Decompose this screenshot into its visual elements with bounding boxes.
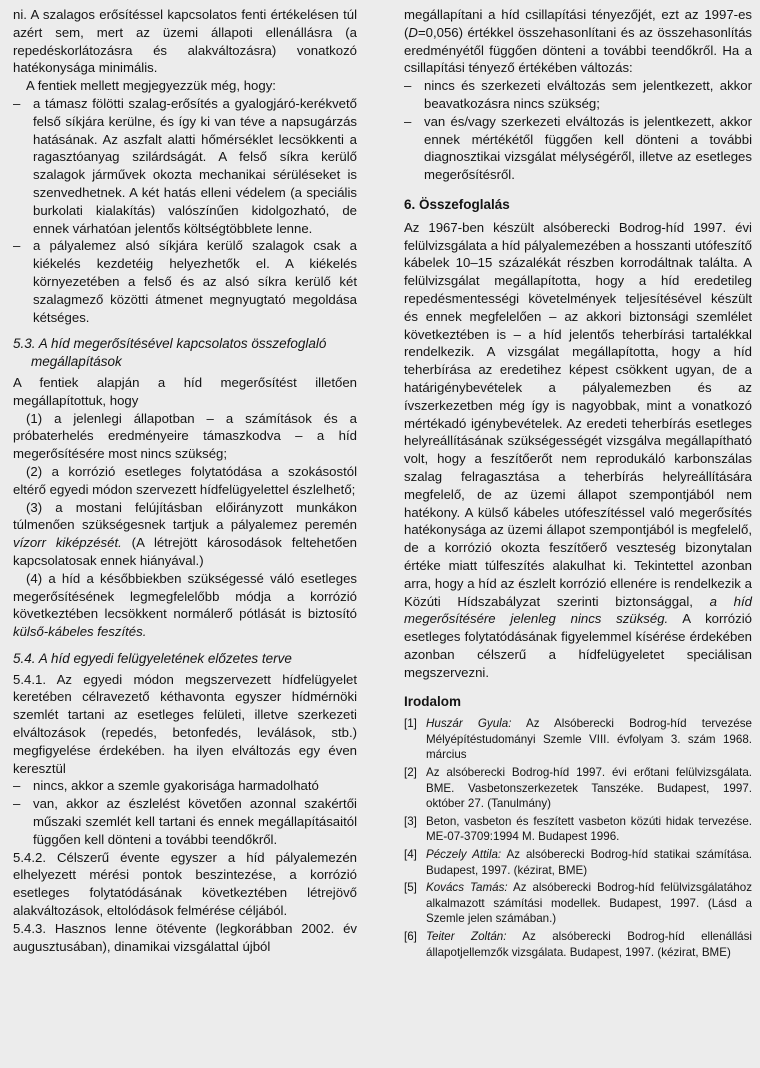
paragraph: 5.4.1. Az egyedi módon megszervezett hídfelügyelet keretében célravezető kéthavonta egyszer hídmérnöki szemlét tartani az esetleges felületi, illetve szerkezeti elváltozások (repedés, betonfedés, leválások, stb.) megfigyelése érdekében. ha ilyen elváltozás egy éven keresztül bbox=[13, 671, 357, 776]
paragraph: megállapítani a híd csillapítási tényezőjét, ezt az 1997-es (D=0,056) értékkel összehasonlítani és az összehasonlítás eredményétől függően dönteni a további teendőkről. Ha a csillapítási tényező értékében változás: bbox=[404, 7, 752, 76]
list-item: – van, akkor az észlelést követően azonnal szakértői műszaki szemlét kell tartani és ennek megállapításaitól függően kell dönteni a további teendőkről. bbox=[13, 796, 357, 847]
paragraph: 5.4.2. Célszerű évente egyszer a híd pályalemezén elhelyezett mérési pontok beszintezése, a korrózió esetleges folytatódásának következtében létrejövő alakváltozások, eltolódások felmérése céljából. bbox=[13, 849, 357, 919]
numbered-item: (2) a korrózió esetleges folytatódása a szokásostól eltérő egyedi módon szervezett hídfelügyelettel észlelhető; bbox=[13, 463, 357, 497]
paragraph: ni. A szalagos erősítéssel kapcsolatos fenti értékelésen túl azért sem, mert az üzemi állapoti ellenállásra (a repedéskorlátozásra és alakváltozásra) vonatkozó hatékonysága minimális. bbox=[13, 7, 357, 76]
list-item: – nincs és szerkezeti elváltozás sem jelentkezett, akkor beavatkozásra nincs szükség; bbox=[404, 78, 752, 111]
reference-item: [4] Péczely Attila: Az alsóberecki Bodrog-híd statikai számítása. Budapest, 1997. (kézirat, BME) bbox=[404, 848, 753, 877]
paragraph: A fentiek mellett megjegyezzük még, hogy: bbox=[26, 78, 276, 94]
numbered-item: (4) a híd a későbbiekben szükségessé váló esetleges megerősítésének legmegfelelőbb módja a korrózió következtében lecsökkent normálerő pótlását is biztosító külső-kábeles feszítés. bbox=[13, 570, 357, 640]
section-heading-6: 6. Összefoglalás bbox=[404, 196, 510, 212]
right-column bbox=[404, 6, 752, 962]
numbered-item: (1) a jelenlegi állapotban – a számítások és a próbaterhelés eredményeire támaszkodva – a híd megerősítésére most nincs szükség; bbox=[13, 410, 357, 462]
paragraph: 5.4.3. Hasznos lenne ötévente (legkorábban 2002. év augusztusában), dinamikai vizsgálattal újból bbox=[13, 920, 357, 954]
reference-item: [2] Az alsóberecki Bodrog-híd 1997. évi erőtani felülvizsgálata. BME. Vasbetonszerkezetek Tanszéke. Budapest, 1997. október 27. (Tanulmány) bbox=[404, 766, 752, 811]
left-column bbox=[13, 6, 357, 955]
reference-item: [6] Teiter Zoltán: Az alsóberecki Bodrog-híd ellenállási állapotjellemzők vizsgálata. Budapest, 1997. (kézirat, BME) bbox=[404, 930, 752, 959]
list-item: – a támasz fölötti szalag-erősítés a gyalogjáró-kerékvető felső síkjára kerülne, és így ki van téve a napsugárzás hatásának. Az aszfalt alatti hőmérséklet lecsökkenti a ragasztóanyag szilárdságát. A felső síkra kerülő szalagok járművek okozta mechanikai sérüléseket is szenvedhetnek. A két hatás elleni védelem (a speciális burkolati kialakítás) valószínűen kidolgozható, de ennek várhatóan jelentős költségtöbblete lenne. bbox=[13, 95, 357, 236]
section-heading-5-3: 5.3. A híd megerősítésével kapcsolatos összefoglaló megállapítások bbox=[13, 336, 327, 370]
reference-item: [1] Huszár Gyula: Az Alsóberecki Bodrog-híd tervezése Mélyépítéstudományi Szemle VIII. évfolyam 3. szám 1968. március bbox=[404, 717, 752, 762]
list-item: – a pályalemez alsó síkjára kerülő szalagok csak a kiékelés kezdetéig helyezhetők el. A kiékelés környezetében a felső és az alsó síkra kerülő két szalagmező közötti átmenet megnyugtató megoldása kétséges. bbox=[13, 238, 357, 325]
reference-item: [3] Beton, vasbeton és feszített vasbeton közúti hidak tervezése. ME-07-3709:1994 M. Budapest 1996. bbox=[404, 814, 752, 844]
list-item: – nincs, akkor a szemle gyakorisága harmadolható bbox=[13, 778, 319, 794]
references-heading: Irodalom bbox=[404, 694, 462, 710]
reference-item: [5] Kovács Tamás: Az alsóberecki Bodrog-híd felülvizsgálatához alkalmazott számítási modellek. Budapest, 1997. (Lásd a Szemle jelen számában.) bbox=[404, 881, 752, 926]
numbered-item: (3) a mostani felújításban előirányzott munkákon túlmenően szükségesnek tartjuk a pályalemez peremén vízorr kiképzését. (A létrejött károsodások feltehetően kapcsolatosak ennek hiányával.) bbox=[13, 499, 357, 568]
section-heading-5-4: 5.4. A híd egyedi felügyeletének előzetes terve bbox=[13, 650, 292, 666]
reference-list bbox=[404, 716, 752, 960]
summary-paragraph: Az 1967-ben készült alsóberecki Bodrog-híd 1997. évi felülvizsgálata a híd pályalemezében a hosszanti utófeszítő kábelek 10–15 százalékát részben korrodáltnak találta. A felülvizsgálat megállapította, hogy a híd eredetileg repedésmentességi követelmények teljesítésével készült és ennek megfelelően – az akkori biztonsági szemlélet következtében is – a híd jelentős teherbírási tartalékkal rendelkezik. A vizsgálat megállapította, hogy a híd teherbírása az eredetihez képest csökkent ugyan, de a határigénybevételek a pályalemezben és az ívszerkezetben még így is nagyobbak, mint a vonatkozó mértékadó igénybevételek. Az eredeti teherbírás esetleges helyreállításának szükségességét vizsgálva megállapítható volt, hogy a feszítőerőt nem reprodukáló karbonszálas szalag felragasztása a teherbírás helyreállítására megfelelő, de az üzemi állapot szempontjából nem hatékony. A külső kábeles utófeszítéssel való megerősítés hatékonysága az üzemi állapot szempontjából is megfelelő, de a korrózió okozta feszítőerő veszteség bizonytalan értéke miatt túlfeszítés alakulhat ki. Tekintettel azonban arra, hogy a híd az észlelt korrózió ellenére is rendelkezik a Közúti Hídszabályzat szerinti biztonsággal, a híd megerősítésére jelenleg nincs szükség. A korrózió esetleges folytatódásának figyelemmel kísérése érdekében azonban célszerű a hídfelügyeletet speciálisan megszervezni. bbox=[404, 219, 752, 680]
list-item: – van és/vagy szerkezeti elváltozás is jelentkezett, akkor ennek mértékétől függően kell dönteni a további diagnosztikai vizsgálat mélységéről, illetve az esetleges megerősítésről. bbox=[404, 113, 752, 183]
paragraph: A fentiek alapján a híd megerősítést illetően megállapítottuk, hogy bbox=[13, 374, 357, 408]
